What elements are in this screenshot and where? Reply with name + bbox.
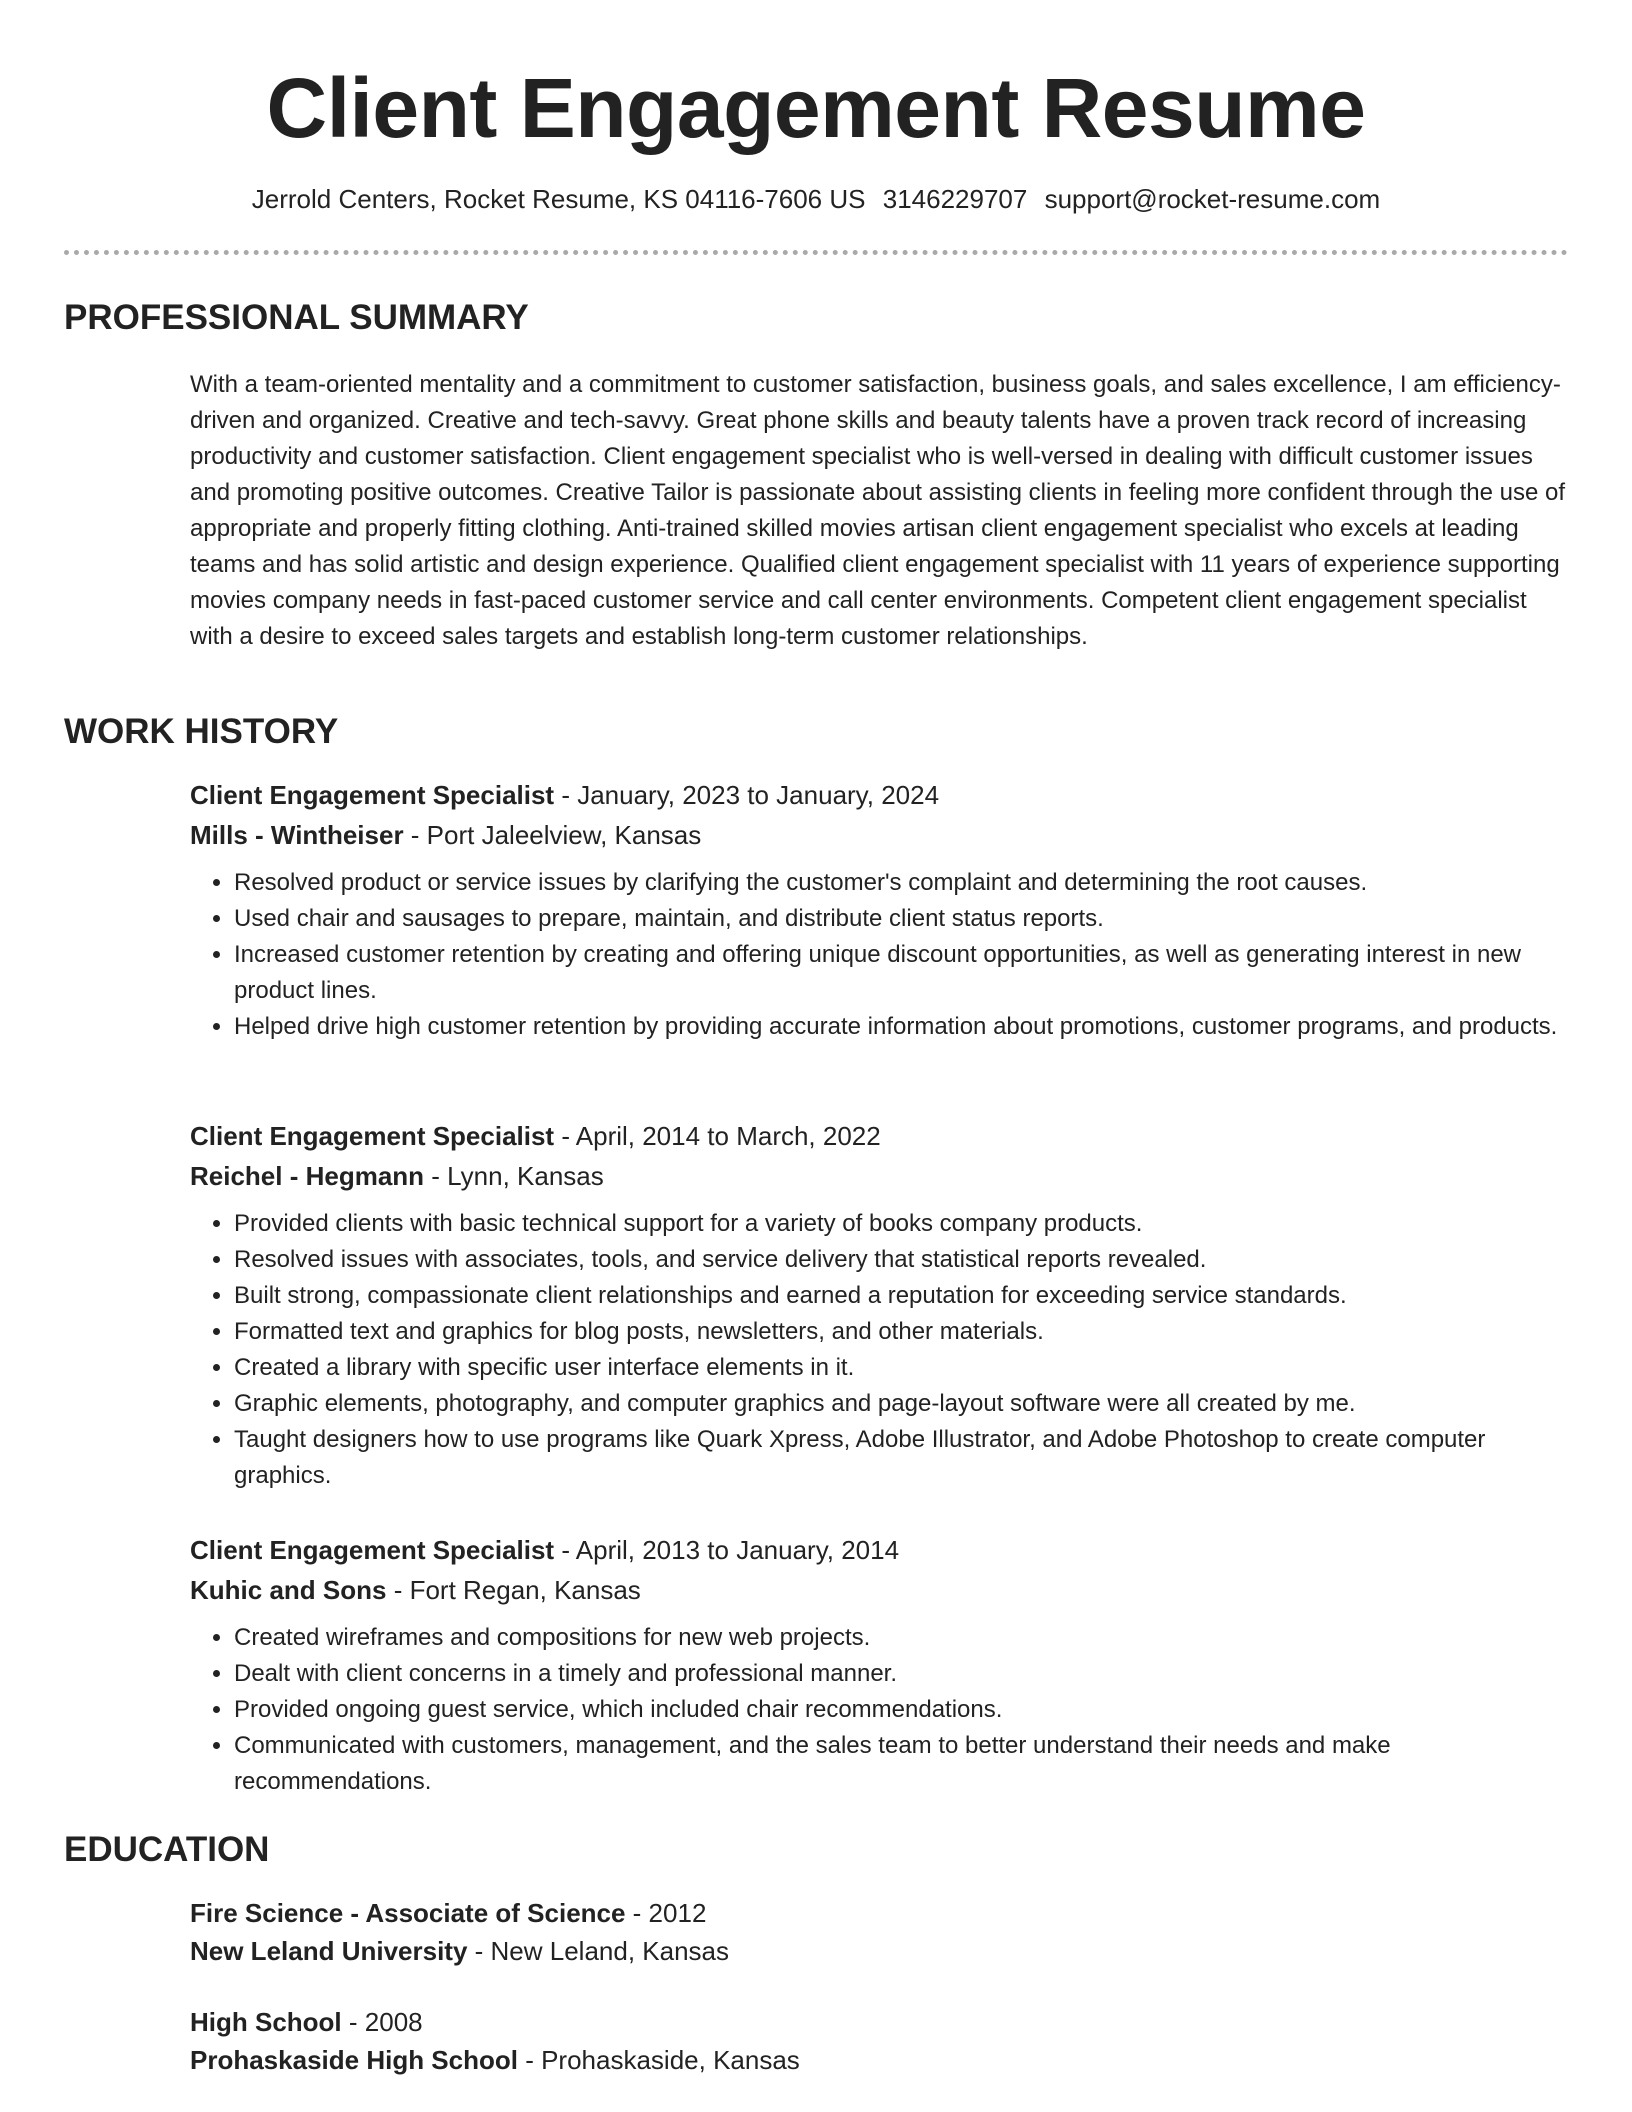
- list-item: • Built strong, compassionate client relationships and earned a reputation for exceeding service standards.: [234, 1278, 1570, 1314]
- education-school: Prohaskaside High School: [190, 2045, 518, 2075]
- job-dates: - January, 2023 to January, 2024: [554, 780, 940, 810]
- job-company-line: [190, 1570, 1570, 1610]
- job-company-line: [190, 1156, 1570, 1196]
- job-company-line: [190, 815, 1570, 855]
- job-title: Client Engagement Specialist: [190, 780, 555, 810]
- job-title-line: [190, 1116, 1570, 1156]
- job-location: - Lynn, Kansas: [424, 1161, 604, 1191]
- job-location: - Fort Regan, Kansas: [386, 1575, 641, 1605]
- education-degree: High School: [190, 2007, 342, 2037]
- education-school: New Leland University: [190, 1936, 468, 1966]
- education-location: - Prohaskaside, Kansas: [517, 2045, 800, 2075]
- list-item: • Provided clients with basic technical support for a variety of books company products.: [234, 1206, 1570, 1242]
- list-item: • Helped drive high customer retention by providing accurate information about promotions, customer programs, and products.: [234, 1009, 1570, 1045]
- education-year: - 2008: [341, 2007, 423, 2037]
- list-item: • Taught designers how to use programs like Quark Xpress, Adobe Illustrator, and Adobe Photoshop to create computer graphics.: [234, 1422, 1570, 1494]
- job-bullets: [190, 865, 1570, 1045]
- job-company: Reichel - Hegmann: [190, 1161, 425, 1191]
- education-entry: [190, 2003, 1570, 2079]
- job-company: Mills - Wintheiser: [190, 820, 404, 850]
- job-title: Client Engagement Specialist: [190, 1535, 555, 1565]
- list-item: • Dealt with client concerns in a timely and professional manner.: [234, 1656, 1570, 1692]
- contact-address: Jerrold Centers, Rocket Resume, KS 04116-7606 US: [251, 184, 866, 214]
- job-dates: - April, 2014 to March, 2022: [554, 1121, 881, 1151]
- education-entry: [190, 1894, 1570, 1970]
- work-history-heading: WORK HISTORY: [64, 712, 339, 751]
- job-location: - Port Jaleelview, Kansas: [403, 820, 702, 850]
- job-bullets: [190, 1620, 1570, 1800]
- education-degree-line: [190, 1894, 1570, 1932]
- job-company: Kuhic and Sons: [190, 1575, 387, 1605]
- list-item: • Created a library with specific user interface elements in it.: [234, 1350, 1570, 1386]
- education-heading: EDUCATION: [64, 1830, 270, 1869]
- header-divider: [64, 250, 1568, 255]
- job-entry: [190, 1116, 1570, 1494]
- education-degree: Fire Science - Associate of Science: [190, 1898, 626, 1928]
- page-title: Client Engagement Resume: [266, 61, 1366, 155]
- job-bullets: [190, 1206, 1570, 1494]
- education-school-line: [190, 2041, 1570, 2079]
- education-degree-line: [190, 2003, 1570, 2041]
- education-school-line: [190, 1932, 1570, 1970]
- list-item: • Resolved issues with associates, tools, and service delivery that statistical reports revealed.: [234, 1242, 1570, 1278]
- job-title-line: [190, 1530, 1570, 1570]
- job-title: Client Engagement Specialist: [190, 1121, 555, 1151]
- summary-heading: PROFESSIONAL SUMMARY: [64, 298, 529, 337]
- list-item: • Increased customer retention by creating and offering unique discount opportunities, as well as generating interest in new product lines.: [234, 937, 1570, 1009]
- job-entry: [190, 1530, 1570, 1800]
- contact-email: support@rocket-resume.com: [1044, 184, 1381, 214]
- education-location: - New Leland, Kansas: [467, 1936, 730, 1966]
- list-item: • Formatted text and graphics for blog posts, newsletters, and other materials.: [234, 1314, 1570, 1350]
- job-title-line: [190, 775, 1570, 815]
- job-entry: [190, 775, 1570, 1045]
- list-item: • Provided ongoing guest service, which included chair recommendations.: [234, 1692, 1570, 1728]
- list-item: • Created wireframes and compositions for new web projects.: [234, 1620, 1570, 1656]
- list-item: • Communicated with customers, management, and the sales team to better understand their needs and make recommendations.: [234, 1728, 1570, 1800]
- contact-phone: 3146229707: [882, 184, 1028, 214]
- list-item: • Used chair and sausages to prepare, maintain, and distribute client status reports.: [234, 901, 1570, 937]
- summary-text: With a team-oriented mentality and a commitment to customer satisfaction, business goals, and sales excellence, I am efficiency-driven and organized. Creative and tech-savvy. Great phone skills and beauty talents have a proven track record of increasing productivity and customer satisfaction. Client engagement specialist who is well-versed in dealing with difficult customer issues and promoting positive outcomes. Creative Tailor is passionate about assisting clients in feeling more confident through the use of appropriate and properly fitting clothing. Anti-trained skilled movies artisan client engagement specialist who excels at leading teams and has solid artistic and design experience. Qualified client engagement specialist with 11 years of experience supporting movies company needs in fast-paced customer service and call center environments. Competent client engagement specialist with a desire to exceed sales targets and establish long-term customer relationships.: [190, 371, 1566, 650]
- job-dates: - April, 2013 to January, 2014: [554, 1535, 900, 1565]
- list-item: • Resolved product or service issues by clarifying the customer's complaint and determining the root causes.: [234, 865, 1570, 901]
- education-year: - 2012: [625, 1898, 707, 1928]
- list-item: • Graphic elements, photography, and computer graphics and page-layout software were all created by me.: [234, 1386, 1570, 1422]
- contact-line: [0, 182, 1632, 216]
